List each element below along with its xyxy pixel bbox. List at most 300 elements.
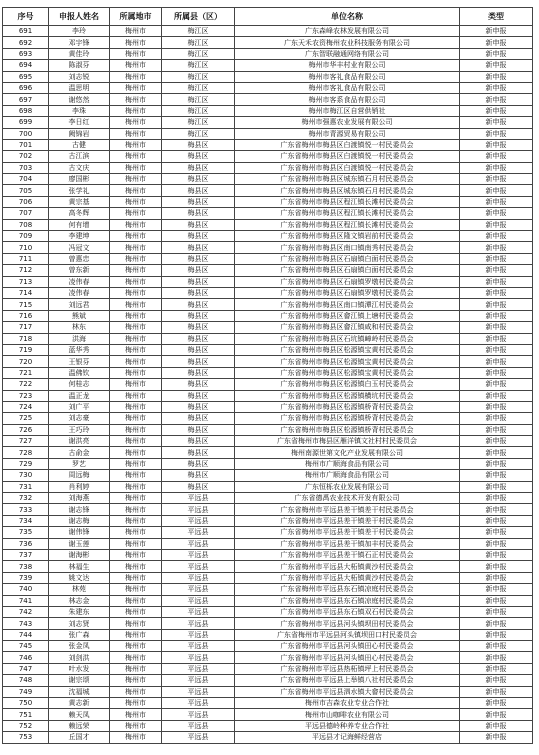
cell-city: 梅州市: [110, 572, 162, 583]
table-row: [3, 242, 533, 253]
cell-index: 743: [3, 618, 49, 629]
cell-applicant: 黄佳玲: [49, 48, 110, 59]
table-row: [3, 299, 533, 310]
table-row: [3, 82, 533, 93]
cell-type: 新申报: [460, 515, 533, 526]
cell-type: 新申报: [460, 139, 533, 150]
cell-city: 梅州市: [110, 527, 162, 538]
cell-type: 新申报: [460, 390, 533, 401]
table-row: [3, 367, 533, 378]
cell-type: 新申报: [460, 606, 533, 617]
cell-city: 梅州市: [110, 641, 162, 652]
table-row: [3, 652, 533, 663]
cell-applicant: 谢宗颂: [49, 675, 110, 686]
cell-index: 719: [3, 344, 49, 355]
table-header-row: [3, 8, 533, 26]
cell-type: 新申报: [460, 561, 533, 572]
cell-organization: 广东省梅州市梅县区隆文镇岩前村民委员会: [235, 231, 460, 242]
table-row: [3, 344, 533, 355]
cell-organization: 广东省梅州市梅县区松源镇宝黄村民委员会: [235, 356, 460, 367]
cell-type: 新申报: [460, 82, 533, 93]
table-row: [3, 618, 533, 629]
table-row: [3, 458, 533, 469]
cell-city: 梅州市: [110, 151, 162, 162]
cell-city: 梅州市: [110, 174, 162, 185]
table-row: [3, 105, 533, 116]
cell-applicant: 林福生: [49, 561, 110, 572]
cell-type: 新申报: [460, 470, 533, 481]
cell-applicant: 刘志锐: [49, 71, 110, 82]
table-row: [3, 436, 533, 447]
cell-organization: 平远县德岭种养专业合作社: [235, 720, 460, 731]
table-row: [3, 139, 533, 150]
cell-organization: 广东恒栎农业发展有限公司: [235, 481, 460, 492]
cell-city: 梅州市: [110, 94, 162, 105]
cell-type: 新申报: [460, 105, 533, 116]
cell-applicant: 古健: [49, 139, 110, 150]
cell-index: 695: [3, 71, 49, 82]
cell-applicant: 周远梅: [49, 470, 110, 481]
cell-organization: 广东省梅州市梅县区程江镇长滩村民委员会: [235, 208, 460, 219]
cell-city: 梅州市: [110, 367, 162, 378]
cell-index: 720: [3, 356, 49, 367]
cell-city: 梅州市: [110, 265, 162, 276]
cell-index: 752: [3, 720, 49, 731]
cell-applicant: 刘远君: [49, 299, 110, 310]
cell-applicant: 刘广平: [49, 401, 110, 412]
cell-index: 732: [3, 493, 49, 504]
cell-city: 梅州市: [110, 663, 162, 674]
cell-county: 梅县区: [162, 413, 235, 424]
cell-county: 平远县: [162, 675, 235, 686]
cell-index: 714: [3, 287, 49, 298]
cell-county: 梅县区: [162, 139, 235, 150]
table-row: [3, 572, 533, 583]
cell-index: 738: [3, 561, 49, 572]
cell-city: 梅州市: [110, 196, 162, 207]
table-row: [3, 253, 533, 264]
cell-county: 平远县: [162, 561, 235, 572]
cell-organization: 梅州市客礼食品有限公司: [235, 71, 460, 82]
cell-county: 梅县区: [162, 333, 235, 344]
cell-type: 新申报: [460, 618, 533, 629]
cell-type: 新申报: [460, 686, 533, 697]
cell-applicant: 肖利婷: [49, 481, 110, 492]
cell-organization: 广东省梅州市梅县区程江镇长滩村民委员会: [235, 196, 460, 207]
cell-type: 新申报: [460, 26, 533, 37]
cell-index: 697: [3, 94, 49, 105]
table-row: [3, 26, 533, 37]
cell-applicant: 张学礼: [49, 185, 110, 196]
cell-index: 712: [3, 265, 49, 276]
cell-applicant: 熊斌: [49, 310, 110, 321]
cell-applicant: 王银芬: [49, 356, 110, 367]
cell-applicant: 邓宇锋: [49, 37, 110, 48]
cell-applicant: 李建坤: [49, 231, 110, 242]
cell-organization: 广东省梅州市梅县区石扇镇白面村民委员会: [235, 265, 460, 276]
cell-type: 新申报: [460, 276, 533, 287]
cell-applicant: 沈福城: [49, 686, 110, 697]
cell-applicant: 罗艺: [49, 458, 110, 469]
cell-city: 梅州市: [110, 344, 162, 355]
cell-city: 梅州市: [110, 139, 162, 150]
cell-county: 平远县: [162, 572, 235, 583]
cell-type: 新申报: [460, 310, 533, 321]
cell-organization: 广东省梅州市梅县区程江镇长滩村民委员会: [235, 219, 460, 230]
cell-applicant: 李珠: [49, 105, 110, 116]
cell-city: 梅州市: [110, 333, 162, 344]
cell-city: 梅州市: [110, 162, 162, 173]
header-county: 所属县（区）: [162, 8, 235, 26]
cell-organization: 广东省梅州市梅县区石扇镇白面村民委员会: [235, 253, 460, 264]
cell-index: 694: [3, 60, 49, 71]
table-row: [3, 549, 533, 560]
table-row: [3, 60, 533, 71]
cell-index: 711: [3, 253, 49, 264]
table-row: [3, 94, 533, 105]
table-row: [3, 481, 533, 492]
cell-county: 平远县: [162, 504, 235, 515]
cell-organization: 广东省梅州市梅县区石扇镇罗墩村民委员会: [235, 287, 460, 298]
cell-county: 梅江区: [162, 128, 235, 139]
cell-type: 新申报: [460, 584, 533, 595]
cell-applicant: 林苑: [49, 584, 110, 595]
cell-index: 699: [3, 117, 49, 128]
cell-index: 745: [3, 641, 49, 652]
cell-type: 新申报: [460, 37, 533, 48]
cell-county: 梅江区: [162, 37, 235, 48]
cell-applicant: 李日红: [49, 117, 110, 128]
table-row: [3, 561, 533, 572]
cell-organization: 广东省梅州市平远县大柘镇黄沙村民委员会: [235, 572, 460, 583]
cell-county: 平远县: [162, 538, 235, 549]
cell-applicant: 谢志锋: [49, 504, 110, 515]
cell-county: 梅县区: [162, 344, 235, 355]
table-row: [3, 162, 533, 173]
cell-index: 728: [3, 447, 49, 458]
cell-city: 梅州市: [110, 322, 162, 333]
cell-type: 新申报: [460, 504, 533, 515]
cell-city: 梅州市: [110, 424, 162, 435]
table-row: [3, 71, 533, 82]
cell-applicant: 黄志新: [49, 698, 110, 709]
cell-city: 梅州市: [110, 561, 162, 572]
cell-county: 梅县区: [162, 265, 235, 276]
cell-index: 736: [3, 538, 49, 549]
table-row: [3, 515, 533, 526]
cell-county: 平远县: [162, 686, 235, 697]
cell-city: 梅州市: [110, 698, 162, 709]
cell-city: 梅州市: [110, 470, 162, 481]
cell-organization: 广东省梅州市平远县河头镇田心村民委员会: [235, 652, 460, 663]
cell-city: 梅州市: [110, 549, 162, 560]
table-row: [3, 117, 533, 128]
cell-type: 新申报: [460, 253, 533, 264]
cell-index: 716: [3, 310, 49, 321]
cell-applicant: 刘志豪: [49, 413, 110, 424]
cell-city: 梅州市: [110, 253, 162, 264]
cell-index: 739: [3, 572, 49, 583]
cell-county: 平远县: [162, 629, 235, 640]
cell-index: 735: [3, 527, 49, 538]
cell-county: 梅县区: [162, 447, 235, 458]
cell-organization: 广东省梅州市梅县区松源镇宝黄村民委员会: [235, 344, 460, 355]
cell-applicant: 冯冠文: [49, 242, 110, 253]
cell-type: 新申报: [460, 629, 533, 640]
table-row: [3, 493, 533, 504]
cell-county: 梅县区: [162, 151, 235, 162]
cell-index: 748: [3, 675, 49, 686]
cell-city: 梅州市: [110, 515, 162, 526]
cell-city: 梅州市: [110, 618, 162, 629]
cell-applicant: 张广森: [49, 629, 110, 640]
table-row: [3, 379, 533, 390]
cell-city: 梅州市: [110, 219, 162, 230]
cell-index: 715: [3, 299, 49, 310]
cell-county: 平远县: [162, 709, 235, 720]
cell-organization: 广东省梅州市平远县河头镇田心村民委员会: [235, 641, 460, 652]
cell-organization: 梅州市华丰村业有限公司: [235, 60, 460, 71]
table-row: [3, 310, 533, 321]
cell-applicant: 刘海燕: [49, 493, 110, 504]
cell-city: 梅州市: [110, 48, 162, 59]
cell-index: 710: [3, 242, 49, 253]
cell-organization: 梅州市山咖啡农业有限公司: [235, 709, 460, 720]
cell-applicant: 赖远荣: [49, 720, 110, 731]
cell-type: 新申报: [460, 117, 533, 128]
cell-type: 新申报: [460, 641, 533, 652]
cell-city: 梅州市: [110, 401, 162, 412]
cell-city: 梅州市: [110, 390, 162, 401]
cell-index: 749: [3, 686, 49, 697]
table-body: [3, 26, 533, 744]
cell-applicant: 谢志梅: [49, 515, 110, 526]
cell-organization: 广东省梅州市梅县区松源镇横坑村民委员会: [235, 390, 460, 401]
cell-city: 梅州市: [110, 60, 162, 71]
table-row: [3, 185, 533, 196]
cell-applicant: 廖国彬: [49, 174, 110, 185]
table-row: [3, 595, 533, 606]
cell-index: 705: [3, 185, 49, 196]
cell-county: 梅县区: [162, 174, 235, 185]
cell-organization: 广东省梅州市梅县区松源镇白玉村民委员会: [235, 379, 460, 390]
table-row: [3, 675, 533, 686]
cell-applicant: 温正龙: [49, 390, 110, 401]
cell-index: 747: [3, 663, 49, 674]
cell-county: 梅县区: [162, 424, 235, 435]
cell-city: 梅州市: [110, 276, 162, 287]
cell-index: 726: [3, 424, 49, 435]
cell-type: 新申报: [460, 493, 533, 504]
cell-applicant: 古江滨: [49, 151, 110, 162]
cell-applicant: 曾惠忠: [49, 253, 110, 264]
cell-applicant: 张金凤: [49, 641, 110, 652]
cell-organization: 平远县才记海鲜经营店: [235, 732, 460, 743]
cell-city: 梅州市: [110, 231, 162, 242]
cell-index: 693: [3, 48, 49, 59]
table-row: [3, 732, 533, 743]
cell-city: 梅州市: [110, 413, 162, 424]
cell-county: 平远县: [162, 549, 235, 560]
cell-type: 新申报: [460, 265, 533, 276]
cell-index: 717: [3, 322, 49, 333]
cell-county: 梅县区: [162, 276, 235, 287]
cell-organization: 广东省梅州市梅县区松源镇宝黄村民委员会: [235, 367, 460, 378]
cell-type: 新申报: [460, 231, 533, 242]
cell-county: 梅江区: [162, 60, 235, 71]
cell-applicant: 姚文达: [49, 572, 110, 583]
cell-organization: 广东省梅州市平远县河头镇坝田口村民委员会: [235, 629, 460, 640]
cell-type: 新申报: [460, 549, 533, 560]
cell-organization: 广东省梅州市梅县区松源镇桥背村民委员会: [235, 424, 460, 435]
cell-type: 新申报: [460, 379, 533, 390]
cell-county: 梅县区: [162, 253, 235, 264]
table-row: [3, 413, 533, 424]
cell-organization: 广东省梅州市梅县区南口镇潭江村民委员会: [235, 299, 460, 310]
cell-county: 梅县区: [162, 242, 235, 253]
header-type: 类型: [460, 8, 533, 26]
table-row: [3, 128, 533, 139]
cell-county: 梅江区: [162, 71, 235, 82]
cell-county: 平远县: [162, 527, 235, 538]
cell-county: 梅县区: [162, 436, 235, 447]
cell-organization: 广东天禾农资梅州农业科技服务有限公司: [235, 37, 460, 48]
cell-applicant: 何有增: [49, 219, 110, 230]
cell-type: 新申报: [460, 698, 533, 709]
header-index: 序号: [3, 8, 49, 26]
table-row: [3, 401, 533, 412]
cell-organization: 广东省梅州市平远县东石镇双石村民委员会: [235, 606, 460, 617]
cell-index: 706: [3, 196, 49, 207]
cell-organization: 广东省梅州市平远县东石镇凉庭村民委员会: [235, 584, 460, 595]
cell-applicant: 叶水发: [49, 663, 110, 674]
cell-type: 新申报: [460, 447, 533, 458]
cell-type: 新申报: [460, 709, 533, 720]
cell-type: 新申报: [460, 436, 533, 447]
cell-applicant: 高冬辉: [49, 208, 110, 219]
cell-applicant: 蓝华秀: [49, 344, 110, 355]
cell-index: 721: [3, 367, 49, 378]
cell-city: 梅州市: [110, 481, 162, 492]
cell-county: 平远县: [162, 493, 235, 504]
cell-organization: 梅州市客礼食品有限公司: [235, 82, 460, 93]
cell-county: 梅县区: [162, 367, 235, 378]
cell-applicant: 丘国才: [49, 732, 110, 743]
cell-county: 平远县: [162, 720, 235, 731]
cell-county: 平远县: [162, 663, 235, 674]
cell-county: 梅江区: [162, 82, 235, 93]
cell-type: 新申报: [460, 424, 533, 435]
cell-county: 梅县区: [162, 310, 235, 321]
cell-index: 737: [3, 549, 49, 560]
table-row: [3, 174, 533, 185]
cell-type: 新申报: [460, 242, 533, 253]
cell-organization: 广东森峰农林发展有限公司: [235, 26, 460, 37]
cell-county: 平远县: [162, 584, 235, 595]
cell-index: 750: [3, 698, 49, 709]
cell-city: 梅州市: [110, 299, 162, 310]
cell-county: 平远县: [162, 641, 235, 652]
cell-city: 梅州市: [110, 686, 162, 697]
cell-index: 741: [3, 595, 49, 606]
cell-index: 704: [3, 174, 49, 185]
cell-city: 梅州市: [110, 287, 162, 298]
cell-organization: 广东省梅州市平远县差干镇差干村民委员会: [235, 515, 460, 526]
cell-organization: 广东省梅州市平远县差干镇差干村民委员会: [235, 527, 460, 538]
cell-city: 梅州市: [110, 504, 162, 515]
cell-organization: 广东省梅州市梅县区南口镇南秀村民委员会: [235, 242, 460, 253]
cell-county: 平远县: [162, 698, 235, 709]
cell-county: 梅江区: [162, 48, 235, 59]
cell-applicant: 谢海彬: [49, 549, 110, 560]
table-row: [3, 709, 533, 720]
table-row: [3, 208, 533, 219]
cell-type: 新申报: [460, 675, 533, 686]
cell-index: 702: [3, 151, 49, 162]
cell-applicant: 阙锦岩: [49, 128, 110, 139]
cell-county: 梅县区: [162, 287, 235, 298]
cell-organization: 广东省梅州市梅县区城东镇石月村民委员会: [235, 185, 460, 196]
cell-county: 梅江区: [162, 94, 235, 105]
cell-index: 724: [3, 401, 49, 412]
cell-applicant: 黄宗基: [49, 196, 110, 207]
cell-index: 725: [3, 413, 49, 424]
cell-organization: 广东省梅州市平远县差干镇石正村民委员会: [235, 549, 460, 560]
cell-index: 722: [3, 379, 49, 390]
table-row: [3, 470, 533, 481]
cell-type: 新申报: [460, 322, 533, 333]
cell-index: 733: [3, 504, 49, 515]
cell-applicant: 古俞金: [49, 447, 110, 458]
cell-organization: 广东省梅州市梅县区白渡镇悦一村民委员会: [235, 151, 460, 162]
cell-type: 新申报: [460, 356, 533, 367]
cell-county: 平远县: [162, 652, 235, 663]
cell-county: 梅县区: [162, 390, 235, 401]
cell-applicant: 谢伟锋: [49, 527, 110, 538]
cell-county: 梅县区: [162, 481, 235, 492]
cell-city: 梅州市: [110, 493, 162, 504]
cell-index: 729: [3, 458, 49, 469]
table-row: [3, 641, 533, 652]
cell-index: 744: [3, 629, 49, 640]
cell-county: 梅县区: [162, 162, 235, 173]
cell-county: 梅县区: [162, 356, 235, 367]
cell-county: 平远县: [162, 606, 235, 617]
cell-organization: 梅州市青源贸易有限公司: [235, 128, 460, 139]
cell-index: 692: [3, 37, 49, 48]
cell-type: 新申报: [460, 527, 533, 538]
cell-organization: 广东省梅州市平远县河头镇坝田村民委员会: [235, 618, 460, 629]
cell-type: 新申报: [460, 185, 533, 196]
cell-county: 平远县: [162, 595, 235, 606]
cell-type: 新申报: [460, 572, 533, 583]
cell-organization: 梅州南源世第文化产业发展有限公司: [235, 447, 460, 458]
cell-organization: 广东省梅州市梅县区石坑镇嶂岭村民委员会: [235, 333, 460, 344]
cell-city: 梅州市: [110, 26, 162, 37]
cell-city: 梅州市: [110, 185, 162, 196]
cell-city: 梅州市: [110, 447, 162, 458]
cell-index: 723: [3, 390, 49, 401]
cell-type: 新申报: [460, 344, 533, 355]
cell-index: 703: [3, 162, 49, 173]
table-row: [3, 276, 533, 287]
cell-type: 新申报: [460, 162, 533, 173]
cell-organization: 广东省梅州市梅县区松源镇桥背村民委员会: [235, 401, 460, 412]
cell-organization: 广东省梅州市梅县区松源镇桥背村民委员会: [235, 413, 460, 424]
cell-city: 梅州市: [110, 629, 162, 640]
cell-type: 新申报: [460, 151, 533, 162]
cell-applicant: 林志金: [49, 595, 110, 606]
